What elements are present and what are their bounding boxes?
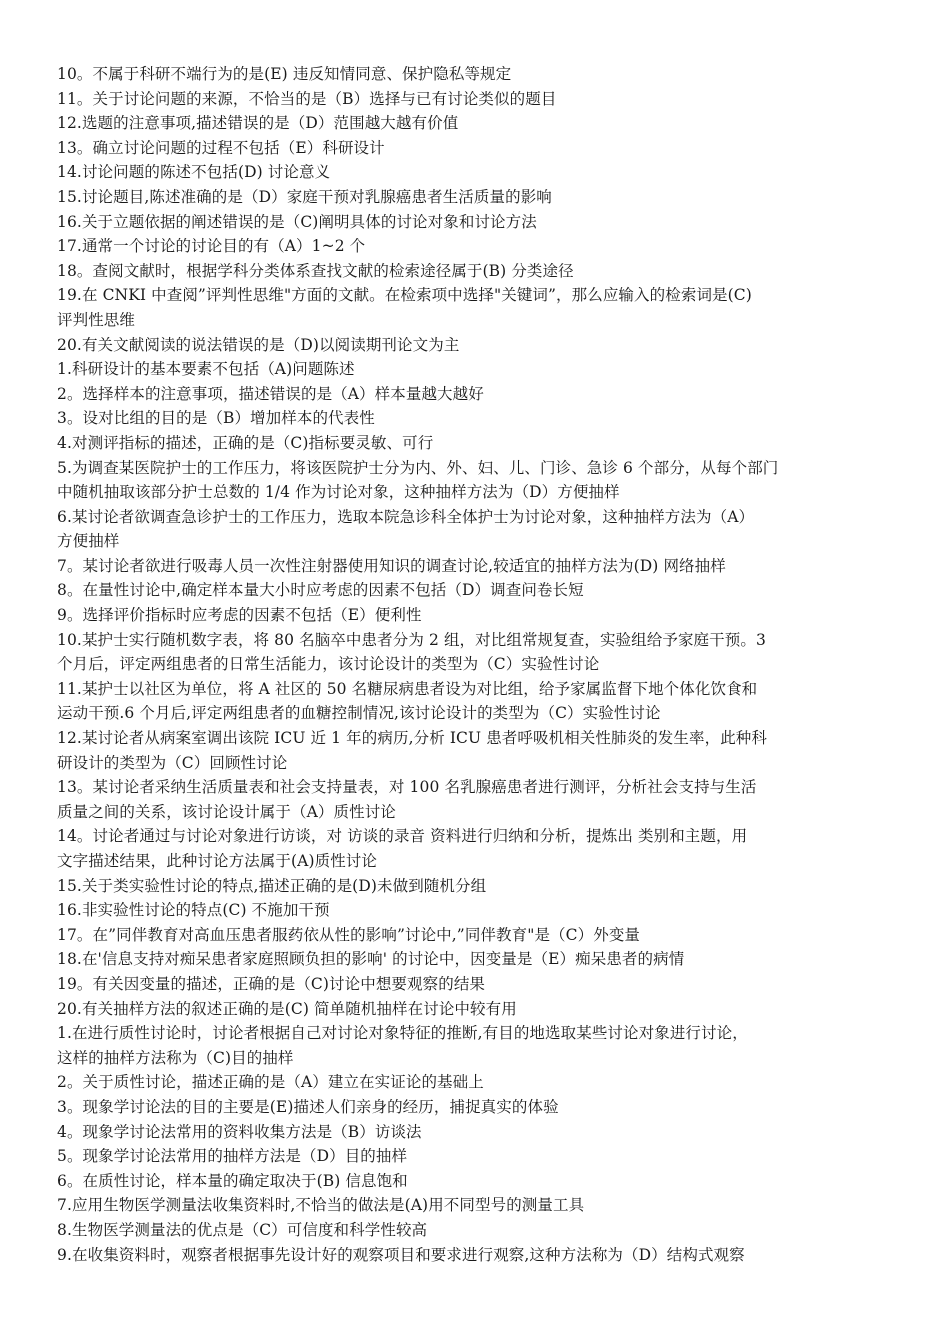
text-line: 14.讨论问题的陈述不包括(D) 讨论意义 [57,163,331,182]
text-line: 20.有关文献阅读的说法错误的是（D)以阅读期刊论文为主 [57,335,460,354]
text-line: 1.在进行质性讨论时，讨论者根据自己对讨论对象特征的推断,有目的地选取某些讨论对象进行讨论， [57,1024,748,1043]
text-line: 10。不属于科研不端行为的是(E) 违反知情同意、保护隐私等规定 [57,65,512,83]
text-line: 运动干预.6 个月后,评定两组患者的血糖控制情况,该讨论设计的类型为（C）实验性讨论 [57,704,661,723]
text-line: 6。在质性讨论，样本量的确定取决于(B) 信息饱和 [57,1171,408,1190]
text-line: 2。关于质性讨论，描述正确的是（A）建立在实证论的基础上 [57,1073,484,1092]
text-line: 19。有关因变量的描述，正确的是（C)讨论中想要观察的结果 [57,974,486,993]
text-line: 5.为调查某医院护士的工作压力，将该医院护士分为内、外、妇、儿、门诊、急诊 6 个部分，从每个部门 [57,458,779,477]
text-line: 13。某讨论者采纳生活质量表和社会支持量表，对 100 名乳腺癌患者进行测评，分析社会支持与生活 [57,778,757,797]
text-line: 8。在量性讨论中,确定样本量大小时应考虑的因素不包括（D）调查问卷长短 [57,581,584,600]
text-line: 评判性思维 [57,310,136,329]
text-line: 16.非实验性讨论的特点(C) 不施加干预 [57,901,330,920]
text-line: 8.生物医学测量法的优点是（C）可信度和科学性较高 [57,1220,428,1239]
text-line: 18.在'信息支持对痴呆患者家庭照顾负担的影响' 的讨论中，因变量是（E）痴呆患者的病情 [57,950,685,969]
text-line: 5。现象学讨论法常用的抽样方法是（D）目的抽样 [57,1147,408,1166]
text-line: 中随机抽取该部分护士总数的 1/4 作为讨论对象，这种抽样方法为（D）方便抽样 [57,483,620,502]
text-line: 12.某讨论者从病案室调出该院 ICU 近 1 年的病历,分析 ICU 患者呼吸机相关性肺炎的发生率，此种科 [57,729,767,748]
text-line: 15.关于类实验性讨论的特点,描述正确的是(D)未做到随机分组 [57,876,487,895]
text-line: 7。某讨论者欲进行吸毒人员一次性注射器使用知识的调查讨论,较适宜的抽样方法为(D) 网络抽样 [57,556,726,575]
text-line: 4.对测评指标的描述，正确的是（C)指标要灵敏、可行 [57,433,434,452]
text-line: 6.某讨论者欲调查急诊护士的工作压力，选取本院急诊科全体护士为讨论对象，这种抽样方法为（A） [57,507,755,526]
document-body [57,62,900,1267]
text-line: 17.通常一个讨论的讨论目的有（A）1~2 个 [57,237,366,256]
text-line: 10.某护士实行随机数字表，将 80 名脑卒中患者分为 2 组，对比组常规复查，实验组给予家庭干预。3 [57,630,766,649]
text-line: 9.在收集资料时，观察者根据事先设计好的观察项目和要求进行观察,这种方法称为（D）结构式观察 [57,1245,745,1264]
text-line: 12.选题的注意事项,描述错误的是（D）范围越大越有价值 [57,114,459,133]
text-line: 文字描述结果，此种讨论方法属于(A)质性讨论 [57,852,377,870]
text-line: 9。选择评价指标时应考虑的因素不包括（E）便利性 [57,606,422,625]
text-line: 个月后，评定两组患者的日常生活能力，该讨论设计的类型为（C）实验性讨论 [57,655,600,674]
text-line: 17。在”同伴教育对高血压患者服药依从性的影响”讨论中,”同伴教育"是（C）外变量 [57,925,641,944]
text-line: 方便抽样 [57,532,120,551]
text-line: 20.有关抽样方法的叙述正确的是(C) 简单随机抽样在讨论中较有用 [57,999,517,1018]
text-line: 11。关于讨论问题的来源，不恰当的是（B）选择与已有讨论类似的题目 [57,89,557,108]
text-line: 3。现象学讨论法的目的主要是(E)描述人们亲身的经历，捕捉真实的体验 [57,1097,559,1116]
text-line: 11.某护士以社区为单位，将 A 社区的 50 名糖尿病患者设为对比组，给予家属监督下地个体化饮食和 [57,679,758,698]
text-line: 16.关于立题依据的阐述错误的是（C)阐明具体的讨论对象和讨论方法 [57,212,537,231]
text-line: 13。确立讨论问题的过程不包括（E）科研设计 [57,138,385,157]
text-line: 质量之间的关系，该讨论设计属于（A）质性讨论 [57,802,396,821]
text-line: 4。现象学讨论法常用的资料收集方法是（B）访谈法 [57,1122,422,1141]
text-line: 19.在 CNKI 中查阅”评判性思维"方面的文献。在检索项中选择"关键词”，那么应输入的检索词是(C) [57,286,752,305]
text-line: 18。查阅文献时，根据学科分类体系查找文献的检索途径属于(B) 分类途径 [57,261,574,280]
text-line: 2。选择样本的注意事项，描述错误的是（A）样本量越大越好 [57,384,484,403]
text-line: 14。讨论者通过与讨论对象进行访谈，对 访谈的录音 资料进行归纳和分析，提炼出 类别和主题，用 [57,827,748,846]
text-line: 这样的抽样方法称为（C)目的抽样 [57,1048,294,1067]
text-line: 15.讨论题目,陈述准确的是（D）家庭干预对乳腺癌患者生活质量的影响 [57,187,552,206]
text-line: 研设计的类型为（C）回顾性讨论 [57,753,288,772]
text-line: 7.应用生物医学测量法收集资料时,不恰当的做法是(A)用不同型号的测量工具 [57,1196,585,1215]
text-line: 1.科研设计的基本要素不包括（A)问题陈述 [57,360,355,379]
text-line: 3。设对比组的目的是（B）增加样本的代表性 [57,409,375,428]
